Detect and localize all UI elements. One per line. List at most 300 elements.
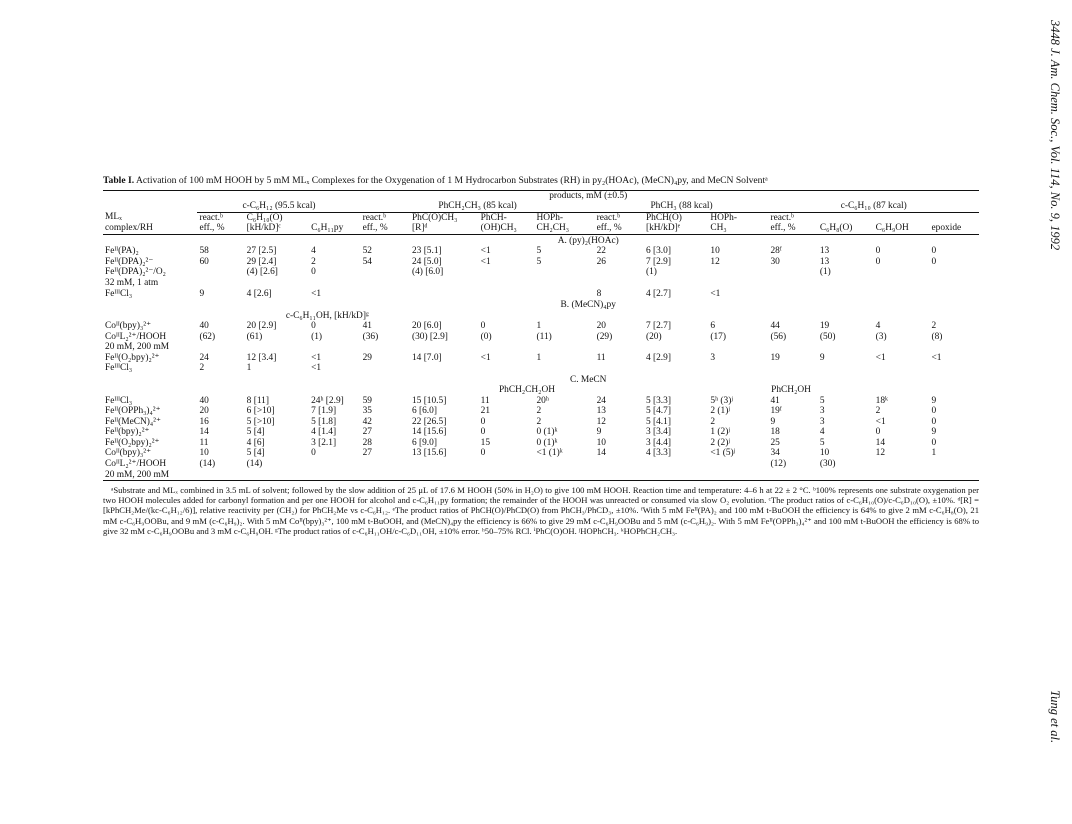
- table-cell: [309, 342, 361, 353]
- table-cell: [818, 278, 874, 289]
- table-cell: 10: [819, 448, 830, 459]
- table-cell: (8): [931, 331, 943, 342]
- table-cell: [410, 470, 479, 481]
- table-cell: [874, 459, 930, 470]
- table-cell: <1 (5)ʲ: [710, 448, 736, 459]
- row-label: Coᴵᴵ(bpy)₃²⁺: [105, 321, 152, 332]
- table-cell: 41: [362, 321, 372, 332]
- table-cell: 0: [931, 256, 937, 267]
- table-cell: [534, 470, 594, 481]
- table-cell: [874, 470, 930, 481]
- subheader-row: [103, 385, 979, 396]
- table-cell: 10: [199, 448, 209, 459]
- table-cell: 2: [536, 406, 542, 417]
- row-label: 20 mM, 200 mM: [105, 342, 170, 353]
- table-cell: 0: [931, 437, 937, 448]
- table-title: [103, 176, 979, 187]
- row-label: Feᴵᴵ(OPPh₃)₄²⁺: [105, 406, 161, 417]
- table-cell: 0: [311, 321, 316, 332]
- table-cell: [309, 470, 361, 481]
- section-a-header: A. (py)₂(HOAc): [557, 235, 619, 246]
- column-header: react.ᵇ: [770, 212, 794, 223]
- table-cell: 41: [770, 395, 780, 406]
- column-header: complex/RH: [103, 223, 197, 234]
- table-cell: 2: [311, 256, 316, 267]
- table-cell: 22 [26.5]: [411, 416, 447, 427]
- table-cell: 3 [4.4]: [645, 437, 671, 448]
- table-cell: [197, 278, 244, 289]
- table-cell: (29): [596, 331, 613, 342]
- table-cell: <1: [311, 288, 322, 299]
- table-cell: [245, 278, 309, 289]
- table-cell: 28ᶠ: [770, 246, 782, 257]
- table-cell: [361, 342, 410, 353]
- empty-cell: [103, 234, 197, 246]
- table-cell: 11: [480, 395, 490, 406]
- group-header: PhCH₂CH₃ (85 kcal): [361, 201, 595, 212]
- row-label: Feᴵᴵ(MeCN)₄²⁺: [105, 416, 161, 427]
- table-cell: 5 [4]: [246, 427, 265, 438]
- table-cell: 4 [3.3]: [645, 448, 671, 459]
- table-cell: [534, 267, 594, 278]
- table-cell: 11: [596, 352, 606, 363]
- table-cell: [874, 267, 930, 278]
- table-cell: [708, 459, 768, 470]
- column-header: [929, 212, 979, 223]
- row-label: Feᴵᴵ(bpy)₂²⁺: [105, 427, 150, 438]
- row-label: Feᴵᴵ(PA)₂: [105, 246, 139, 257]
- table-cell: 5 [>10]: [246, 416, 275, 427]
- table-cell: 4: [819, 427, 825, 438]
- table-cell: [874, 289, 930, 300]
- table-cell: 40: [199, 395, 209, 406]
- table-cell: 4: [875, 321, 881, 332]
- table-cell: 8: [596, 288, 602, 299]
- footnotes: [103, 485, 979, 536]
- section-c-subheader: PhCH₂OH: [771, 385, 811, 396]
- column-header: [818, 212, 874, 223]
- table-cell: 9: [596, 427, 602, 438]
- column-header: C₆H₈(O): [818, 223, 874, 234]
- column-header: react.ᵇ: [199, 212, 223, 223]
- table-cell: 4 [1.4]: [311, 427, 337, 438]
- table-cell: 12 [3.4]: [246, 352, 277, 363]
- table-cell: 0: [931, 246, 937, 257]
- table-row: [103, 332, 979, 343]
- table-cell: [874, 278, 930, 289]
- table-cell: 4 [2.6]: [246, 288, 272, 299]
- table-cell: (0): [480, 331, 492, 342]
- table-cell: 13: [819, 256, 830, 267]
- table-cell: 13 [15.6]: [411, 448, 447, 459]
- table-cell: [479, 278, 535, 289]
- section-b-header-row: [103, 299, 979, 311]
- table-cell: 3: [819, 416, 825, 427]
- table-cell: 12: [875, 448, 886, 459]
- table-cell: [410, 289, 479, 300]
- table-cell: [595, 267, 644, 278]
- table-cell: 0 (1)ᵏ: [536, 437, 558, 448]
- table-cell: 18ᵏ: [875, 395, 889, 406]
- products-header: products, mM (±0.5): [197, 190, 979, 201]
- table-cell: [929, 289, 979, 300]
- table-cell: [708, 363, 768, 374]
- table-cell: <1: [875, 416, 886, 427]
- column-header-row: [103, 212, 979, 223]
- table-cell: <1: [480, 256, 491, 267]
- table-cell: 30: [770, 256, 780, 267]
- table-cell: [595, 470, 644, 481]
- table-cell: [534, 289, 594, 300]
- table-cell: [708, 278, 768, 289]
- table-cell: 6 [3.0]: [645, 246, 671, 257]
- table-cell: 0: [311, 448, 316, 459]
- table-cell: 14: [596, 448, 606, 459]
- table-cell: (61): [246, 331, 263, 342]
- table-row: [103, 427, 979, 438]
- table-cell: [534, 342, 594, 353]
- table-cell: [929, 267, 979, 278]
- column-header: react.ᵇ: [362, 212, 387, 223]
- table-cell: [644, 363, 708, 374]
- table-cell: [410, 342, 479, 353]
- table-cell: 25: [770, 437, 780, 448]
- empty-cell: [103, 299, 197, 311]
- table-cell: 6 [6.0]: [411, 406, 437, 417]
- table-cell: 2: [536, 416, 542, 427]
- empty-cell: [103, 311, 245, 322]
- table-cell: [818, 363, 874, 374]
- table-cell: 16: [199, 416, 209, 427]
- table-cell: 0: [875, 246, 881, 257]
- table-cell: [768, 289, 817, 300]
- table-cell: 3: [710, 352, 716, 363]
- table-cell: [768, 278, 817, 289]
- table-cell: [644, 342, 708, 353]
- table-cell: 1: [246, 363, 252, 374]
- table-cell: (14): [246, 459, 263, 470]
- table-cell: [197, 342, 244, 353]
- table-cell: 19: [770, 352, 780, 363]
- table-cell: 58: [199, 246, 209, 257]
- table-cell: 5 [4.1]: [645, 416, 671, 427]
- table-cell: 2: [875, 406, 881, 417]
- table-cell: 29: [362, 352, 372, 363]
- table-cell: [479, 342, 535, 353]
- row-label: Feᴵᴵ(DPA)₂²⁻: [105, 256, 154, 267]
- table-cell: [479, 459, 535, 470]
- running-author: Tung et al.: [1048, 690, 1062, 744]
- table-cell: 4 [2.7]: [645, 288, 671, 299]
- table-cell: (12): [770, 459, 787, 470]
- table-cell: 13: [819, 246, 830, 257]
- table-cell: [768, 363, 817, 374]
- row-label: CoᴵᴵL₂²⁺/HOOH: [105, 331, 167, 342]
- column-header: eff., %: [361, 223, 410, 234]
- table-cell: 23 [5.1]: [411, 246, 442, 257]
- table-caption: Activation of 100 mM HOOH by 5 mM MLₓ Complexes for the Oxygenation of 1 M Hydrocarbon Substrates (RH) in py₂(HOAc), (MeCN)₄py, and MeCN Solventᵃ: [135, 175, 768, 186]
- table-cell: 27: [362, 427, 372, 438]
- table-cell: 12: [596, 416, 606, 427]
- table-label: Table I.: [103, 175, 135, 186]
- column-header: epoxide: [929, 223, 979, 234]
- table-cell: 3: [819, 406, 825, 417]
- table-cell: 35: [362, 406, 372, 417]
- column-header: eff., %: [768, 223, 817, 234]
- table-cell: [874, 342, 930, 353]
- table-cell: 34: [770, 448, 780, 459]
- table-cell: 14: [199, 427, 209, 438]
- table-cell: (20): [645, 331, 662, 342]
- subheader-row: [103, 311, 979, 322]
- table-cell: 0 (1)ᵏ: [536, 427, 558, 438]
- table-cell: 6 [9.0]: [411, 437, 437, 448]
- section-a-header-row: [103, 234, 979, 246]
- table-cell: [245, 470, 309, 481]
- table-cell: 7 [2.9]: [645, 256, 671, 267]
- table-cell: [708, 470, 768, 481]
- row-label: Feᴵᴵ(DPA)₂²⁻/O₂: [105, 267, 166, 278]
- table-cell: [479, 267, 535, 278]
- table-cell: 0: [480, 416, 486, 427]
- table-cell: 9: [199, 288, 205, 299]
- table-cell: 24ʰ [2.9]: [311, 395, 344, 406]
- row-label: 20 mM, 200 mM: [105, 469, 170, 480]
- table-cell: (1): [645, 267, 657, 278]
- column-header: HOPh-: [710, 212, 737, 223]
- table-cell: [929, 470, 979, 481]
- table-cell: [768, 267, 817, 278]
- table-cell: [644, 278, 708, 289]
- table-cell: 10: [596, 437, 606, 448]
- table-cell: (30): [819, 459, 836, 470]
- table-cell: 59: [362, 395, 372, 406]
- table-cell: [534, 363, 594, 374]
- column-header-row: [103, 223, 979, 234]
- table-cell: [595, 278, 644, 289]
- table-cell: [644, 470, 708, 481]
- table-cell: (14): [199, 459, 216, 470]
- table-cell: 4 [6]: [246, 437, 265, 448]
- table-cell: 9: [931, 427, 937, 438]
- table-cell: 6 [>10]: [246, 406, 275, 417]
- table-cell: 4 [2.9]: [645, 352, 671, 363]
- table-cell: (50): [819, 331, 836, 342]
- table-cell: 4: [311, 246, 316, 257]
- table-bottom-rule: [103, 480, 979, 481]
- table-row: [103, 396, 979, 407]
- table-cell: 8 [11]: [246, 395, 269, 406]
- row-label: FeᴵᴵᴵCl₃: [105, 363, 133, 374]
- table-cell: 18: [770, 427, 780, 438]
- table-cell: 13: [596, 406, 606, 417]
- table-body: [103, 234, 979, 480]
- table-cell: (62): [199, 331, 216, 342]
- table-cell: [929, 363, 979, 374]
- table-block: [103, 176, 979, 536]
- column-header: react.ᵇ: [596, 212, 621, 223]
- table-cell: 29 [2.4]: [246, 256, 277, 267]
- table-cell: <1 (1)ᵏ: [536, 448, 563, 459]
- table-cell: 19: [819, 321, 830, 332]
- empty-cell: [103, 374, 197, 386]
- table-row: [103, 459, 979, 470]
- column-header: C₆H₁₀(O): [246, 212, 283, 223]
- table-cell: [818, 470, 874, 481]
- table-row: [103, 267, 979, 278]
- column-header: MLₓ: [105, 212, 122, 223]
- table-cell: 5 [4.7]: [645, 406, 671, 417]
- column-header: [874, 212, 930, 223]
- table-cell: 0: [875, 427, 881, 438]
- table-cell: 42: [362, 416, 372, 427]
- table-cell: 14 [15.6]: [411, 427, 447, 438]
- column-header: [kH/kD]ᵉ: [644, 223, 708, 234]
- table-cell: 15 [10.5]: [411, 395, 447, 406]
- table-row: [103, 438, 979, 449]
- table-cell: 5: [536, 256, 542, 267]
- table-cell: [361, 278, 410, 289]
- table-cell: (30) [2.9]: [411, 331, 448, 342]
- table-cell: 15: [480, 437, 491, 448]
- table-cell: [410, 363, 479, 374]
- table-cell: 52: [362, 246, 372, 257]
- column-header: PhCH(O): [645, 212, 682, 223]
- table-cell: <1: [311, 352, 322, 363]
- table-cell: [534, 459, 594, 470]
- table-cell: [197, 470, 244, 481]
- table-cell: 0: [875, 256, 881, 267]
- table-cell: (4) [6.0]: [411, 267, 444, 278]
- table-cell: 0: [480, 321, 486, 332]
- table-cell: [708, 342, 768, 353]
- table-cell: 20 [2.9]: [246, 321, 277, 332]
- table-row: [103, 353, 979, 364]
- table-cell: [309, 459, 361, 470]
- table-cell: 7 [1.9]: [311, 406, 337, 417]
- table-cell: [197, 267, 244, 278]
- products-header-row: [103, 190, 979, 201]
- table-cell: [479, 289, 535, 300]
- table-cell: 0: [931, 416, 937, 427]
- table-cell: 1: [536, 321, 542, 332]
- table-cell: [361, 289, 410, 300]
- table-row: [103, 417, 979, 428]
- table-cell: 60: [199, 256, 209, 267]
- table-cell: 22: [596, 246, 606, 257]
- table-cell: [361, 363, 410, 374]
- section-b-subheader: c-C₆H₁₁OH, [kH/kD]ᵍ: [285, 310, 369, 321]
- column-header: CH₃: [708, 223, 768, 234]
- table-cell: (36): [362, 331, 379, 342]
- table-row: [103, 257, 979, 268]
- table-cell: [410, 278, 479, 289]
- table-cell: [410, 459, 479, 470]
- table-cell: 20: [596, 321, 606, 332]
- empty-cell: [103, 385, 410, 396]
- table-cell: 5: [819, 437, 825, 448]
- table-row: [103, 363, 979, 374]
- table-cell: <1: [480, 352, 491, 363]
- table-cell: 28: [362, 437, 372, 448]
- table-cell: (17): [710, 331, 726, 342]
- column-header: HOPh-: [536, 212, 564, 223]
- table-cell: 0: [931, 406, 937, 417]
- section-c-header: C. MeCN: [569, 374, 607, 385]
- table-cell: 1: [536, 352, 542, 363]
- table-cell: 2: [931, 321, 937, 332]
- table-cell: 24: [596, 395, 606, 406]
- table-cell: (4) [2.6]: [246, 267, 278, 278]
- data-table: [103, 190, 979, 480]
- group-header: c-C₆H₁₂ (95.5 kcal): [197, 201, 360, 212]
- table-cell: 6: [710, 321, 716, 332]
- section-b-header: B. (MeCN)₄py: [560, 300, 616, 311]
- table-cell: 5 [3.3]: [645, 395, 671, 406]
- table-cell: 27: [362, 448, 372, 459]
- table-cell: 54: [362, 256, 372, 267]
- section-c-header-row: [103, 374, 979, 386]
- table-cell: [818, 289, 874, 300]
- table-cell: 20 [6.0]: [411, 321, 442, 332]
- table-cell: 14 [7.0]: [411, 352, 442, 363]
- table-cell: 3 [3.4]: [645, 427, 671, 438]
- row-label: FeᴵᴵᴵCl₃: [105, 395, 133, 406]
- table-cell: 5 [4]: [246, 448, 265, 459]
- column-header: eff., %: [197, 223, 244, 234]
- table-cell: 44: [770, 321, 780, 332]
- table-row: [103, 278, 979, 289]
- table-cell: 5: [819, 395, 825, 406]
- table-cell: 0: [480, 448, 486, 459]
- table-row: [103, 246, 979, 257]
- table-cell: 9: [770, 416, 776, 427]
- table-cell: <1: [480, 246, 491, 257]
- table-cell: [595, 363, 644, 374]
- group-header: PhCH₃ (88 kcal): [595, 201, 769, 212]
- table-cell: 5ʰ (3)ʲ: [710, 395, 733, 406]
- table-cell: [361, 459, 410, 470]
- table-cell: 2: [199, 363, 205, 374]
- table-row: [103, 448, 979, 459]
- table-cell: 10: [710, 246, 720, 257]
- table-cell: 1 (2)ʲ: [710, 427, 730, 438]
- table-cell: 12: [710, 256, 720, 267]
- table-cell: 20: [199, 406, 209, 417]
- row-label: Feᴵᴵ(O₂bpy)₂²⁺: [105, 437, 160, 448]
- table-cell: [479, 470, 535, 481]
- table-cell: [929, 459, 979, 470]
- table-cell: (1): [311, 331, 323, 342]
- table-cell: [874, 363, 930, 374]
- column-header: PhC(O)CH₃: [411, 212, 458, 223]
- empty-cell: [644, 385, 708, 396]
- row-label: 32 mM, 1 atm: [105, 277, 159, 288]
- table-cell: <1: [931, 352, 942, 363]
- table-cell: [595, 342, 644, 353]
- table-row: [103, 470, 979, 481]
- table-cell: 5 [1.8]: [311, 416, 337, 427]
- row-label: CoᴵᴵL₂²⁺/HOOH: [105, 459, 167, 470]
- column-header: PhCH-: [480, 212, 507, 223]
- table-row: [103, 289, 979, 300]
- section-c-subheader: PhCH₂CH₂OH: [498, 385, 555, 396]
- empty-cell: [874, 385, 979, 396]
- table-cell: [768, 342, 817, 353]
- table-cell: <1: [710, 288, 721, 299]
- table-cell: (1): [819, 267, 831, 278]
- column-header: [309, 212, 361, 223]
